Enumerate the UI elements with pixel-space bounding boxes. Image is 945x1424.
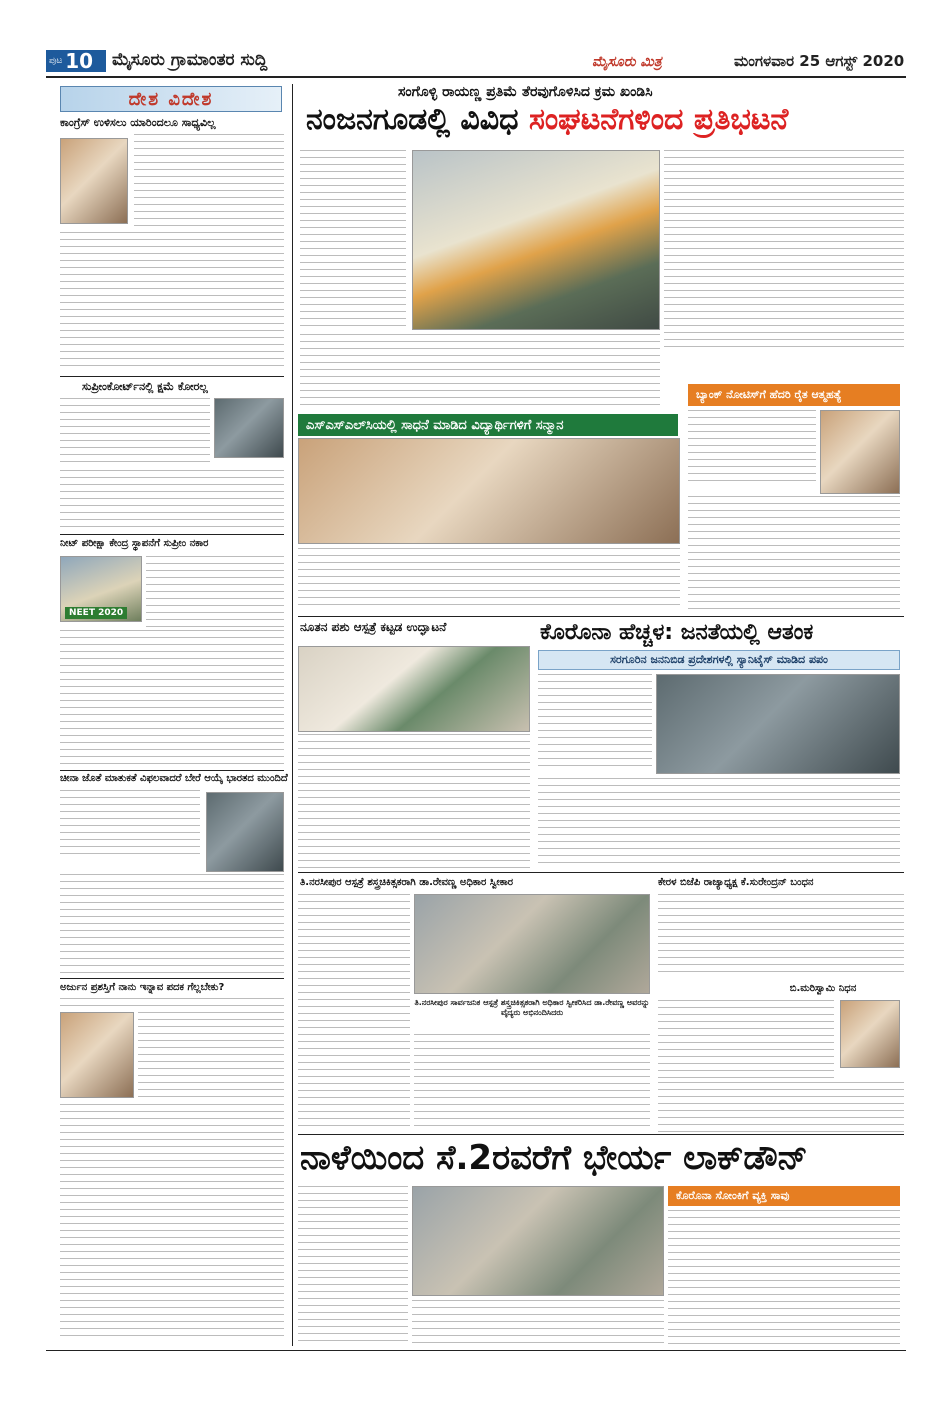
surgeon-photo	[414, 894, 650, 994]
story5-headline: ಅರ್ಜುನ ಪ್ರಶಸ್ತಿಗೆ ನಾನು ಇನ್ನಾವ ಪದಕ ಗೆಲ್ಲಬೇಕು?	[60, 982, 225, 993]
bank-body	[688, 410, 816, 484]
story2-headline: ಸುಪ್ರೀಂಕೋರ್ಟ್‌ನಲ್ಲಿ ಕ್ಷಮೆ ಕೋರಲ್ಲ	[82, 380, 208, 393]
neet-label: NEET 2020	[65, 607, 127, 619]
surgeon-headline: ತಿ.ನರಸೀಪುರ ಆಸ್ಪತ್ರೆ ಶಸ್ತ್ರಚಿಕಿತ್ಸಕರಾಗಿ ಡಾ.ರೇವಣ್ಣ ಅಧಿಕಾರ ಸ್ವೀಕಾರ	[300, 877, 514, 888]
story1-body-cont	[60, 232, 284, 372]
obituary-body-cont	[658, 1082, 904, 1132]
obituary-photo	[840, 1000, 900, 1068]
lawyer-photo	[214, 398, 284, 458]
protest-body-col1	[300, 150, 406, 326]
headline-black: ನಂಜನಗೂಡಲ್ಲಿ ವಿವಿಧ	[306, 102, 519, 137]
desh-videsh-banner	[60, 86, 282, 112]
story5-lead	[60, 998, 284, 1010]
divider	[60, 770, 284, 771]
story3-headline: ನೀಟ್ ಪರೀಕ್ಷಾ ಕೇಂದ್ರ ಸ್ಥಾಪನೆಗೆ ಸುಪ್ರೀಂ ನಕಾರ	[60, 538, 209, 549]
lockdown-body-col1	[298, 1186, 408, 1346]
protest-body-bottom	[300, 334, 660, 410]
divider	[60, 534, 284, 535]
divider	[60, 978, 284, 979]
dateline: ಮಂಗಳವಾರ 25 ಆಗಸ್ಟ್ 2020	[734, 52, 905, 70]
bank-body-cont	[688, 496, 900, 614]
corona-subheadline: ಸರಗೂರಿನ ಜನನಿಬಿಡ ಪ್ರದೇಶಗಳಲ್ಲಿ ಸ್ಯಾನಿಟೈಸ್ ಮಾಡಿದ ಪಪಂ	[538, 650, 900, 670]
story3-body	[146, 556, 284, 628]
vet-hospital-photo	[298, 646, 530, 732]
vet-hospital-headline: ನೂತನ ಪಶು ಆಸ್ಪತ್ರೆ ಕಟ್ಟಡ ಉದ್ಘಾಟನೆ	[300, 620, 447, 634]
kerala-body	[658, 894, 904, 978]
lockdown-meeting-photo	[412, 1186, 664, 1296]
bank-notice-bar: ಬ್ಯಾಂಕ್ ನೋಟಿಸ್‌ಗೆ ಹೆದರಿ ರೈತ ಆತ್ಮಹತ್ಯೆ	[688, 384, 900, 406]
surgeon-body	[298, 894, 410, 1130]
footer-rule	[46, 1350, 906, 1351]
obituary-body	[658, 1000, 834, 1080]
story1-body	[134, 134, 284, 230]
divider	[298, 1134, 904, 1135]
protest-photo	[412, 150, 660, 330]
vet-body	[298, 734, 530, 870]
column-divider	[292, 84, 293, 1346]
story5-body-cont	[60, 1104, 284, 1340]
sslc-body	[298, 548, 680, 610]
headline-red: ಸಂಘಟನೆಗಳಿಂದ	[528, 102, 684, 137]
farmer-photo	[820, 410, 900, 494]
corona-body-cont	[538, 778, 900, 866]
divider	[60, 376, 284, 377]
story4-body	[60, 790, 200, 860]
sslc-students-photo	[298, 438, 680, 544]
kerala-headline: ಕೇರಳ ಬಿಜೆಪಿ ರಾಜ್ಯಾಧ್ಯಕ್ಷ ಕೆ.ಸುರೇಂದ್ರನ್ ಬಂಧನ	[658, 877, 814, 888]
supreme-court-photo	[60, 556, 142, 622]
politician-photo	[60, 138, 128, 224]
story3-body-cont	[60, 630, 284, 768]
divider	[298, 872, 904, 873]
page-label: ಪುಟ	[49, 56, 63, 66]
sanitize-photo	[656, 674, 900, 774]
story2-body-cont	[60, 470, 284, 532]
headline-end: ಪ್ರತಿಭಟನೆ	[693, 102, 789, 137]
story4-headline: ಚೀನಾ ಜೊತೆ ಮಾತುಕತೆ ವಿಫಲವಾದರೆ ಬೇರೆ ಆಯ್ಕೆ ಭಾರತದ ಮುಂದಿದೆ	[60, 773, 288, 784]
army-chief-photo	[206, 792, 284, 872]
obituary-headline: ಬಿ.ಮರಿಸ್ವಾಮಿ ನಿಧನ	[789, 983, 857, 994]
section-title: ಮೈಸೂರು ಗ್ರಾಮಾಂತರ ಸುದ್ದಿ	[112, 50, 268, 70]
corona-body	[538, 674, 652, 772]
protest-body-col3	[664, 150, 904, 350]
header-rule	[46, 76, 906, 78]
masthead-logo: ಮೈಸೂರು ಮಿತ್ರ	[592, 54, 662, 70]
story1-headline: ಕಾಂಗ್ರೆಸ್ ಉಳಿಸಲು ಯಾರಿಂದಲೂ ಸಾಧ್ಯವಿಲ್ಲ	[60, 116, 216, 129]
lockdown-body-col2	[412, 1300, 664, 1346]
story5-body	[138, 1012, 284, 1102]
surgeon-caption: ತಿ.ನರಸೀಪುರ ಸಾರ್ವಜನಿಕ ಆಸ್ಪತ್ರೆ ಶಸ್ತ್ರಚಿಕಿತ್ಸಕರಾಗಿ ಅಧಿಕಾರ ಸ್ವೀಕರಿಸಿದ ಡಾ.ರೇವಣ್ಣ ಅವರನ್ನು ವೈದ್ಯರು ಅಭಿನಂದಿಸಿದರು	[414, 998, 650, 1017]
surgeon-body-cont	[414, 1034, 650, 1132]
page-number: 10	[65, 49, 94, 73]
main-kicker: ಸಂಗೊಳ್ಳಿ ರಾಯಣ್ಣ ಪ್ರತಿಮೆ ತೆರವುಗೊಳಿಸಿದ ಕ್ರಮ ಖಂಡಿಸಿ	[398, 84, 653, 100]
corona-headline: ಕೊರೊನಾ ಹೆಚ್ಚಳ: ಜನತೆಯಲ್ಲಿ ಆತಂಕ	[540, 620, 814, 645]
corona-death-bar: ಕೊರೊನಾ ಸೋಂಕಿಗೆ ವ್ಯಕ್ತಿ ಸಾವು	[668, 1186, 900, 1206]
divider	[298, 616, 904, 617]
page-number-badge	[46, 50, 106, 72]
banner-text: ದೇಶ ವಿದೇಶ	[128, 88, 214, 110]
sslc-headline-bar: ಎಸ್‌ಎಸ್‌ಎಲ್‌ಸಿಯಲ್ಲಿ ಸಾಧನೆ ಮಾಡಿದ ವಿದ್ಯಾರ್ಥಿಗಳಿಗೆ ಸನ್ಮಾನ	[298, 414, 678, 436]
story4-body-cont	[60, 874, 284, 976]
corona-death-body	[668, 1210, 900, 1346]
wrestler-photo	[60, 1012, 134, 1098]
main-headline	[306, 102, 788, 137]
story2-body	[60, 398, 210, 468]
lockdown-headline: ನಾಳೆಯಿಂದ ಸೆ.2ರವರೆಗೆ ಭೇರ್ಯ ಲಾಕ್‌ಡೌನ್	[300, 1138, 808, 1178]
